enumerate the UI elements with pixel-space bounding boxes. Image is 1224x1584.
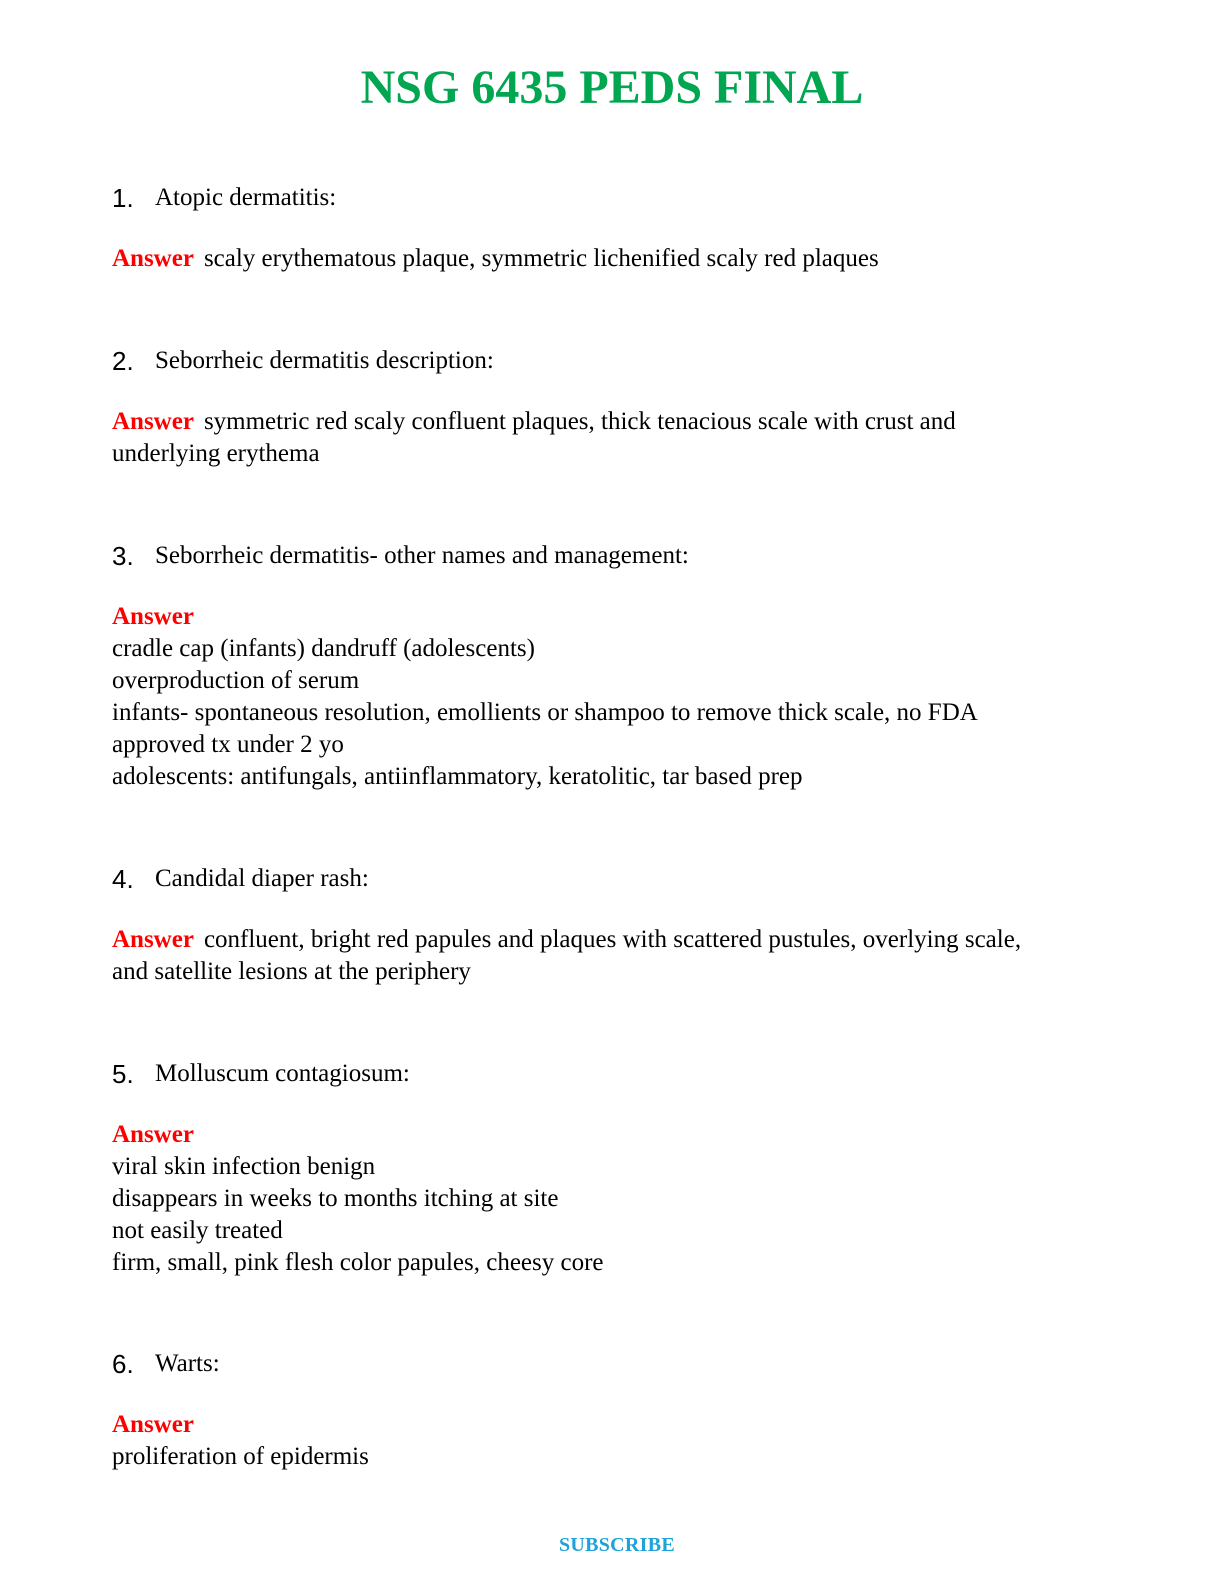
answer-text: approved tx under 2 yo — [112, 731, 344, 758]
answer-text: disappears in weeks to months itching at site — [112, 1185, 559, 1212]
question-text: Candidal diaper rash: — [155, 865, 369, 892]
answer-text: infants- spontaneous resolution, emollients or shampoo to remove thick scale, no FDA — [112, 699, 978, 726]
question-text: Atopic dermatitis: — [155, 184, 337, 211]
question-item — [112, 341, 1134, 470]
question-header — [112, 341, 1134, 381]
question-number: 4. — [112, 863, 134, 894]
question-header — [112, 1344, 1134, 1384]
question-number: 3. — [112, 540, 134, 571]
question-text: Seborrheic dermatitis- other names and management: — [155, 542, 689, 569]
answer-text: not easily treated — [112, 1217, 283, 1244]
answer-text: proliferation of epidermis — [112, 1443, 369, 1470]
answer-block — [112, 406, 1134, 470]
question-number: 5. — [112, 1058, 134, 1089]
question-number: 2. — [112, 345, 134, 376]
answer-label: Answer — [112, 1411, 194, 1438]
answer-text: symmetric red scaly confluent plaques, thick tenacious scale with crust and — [203, 408, 956, 435]
answer-label: Answer — [112, 926, 194, 953]
answer-label: Answer — [112, 1121, 194, 1148]
question-item — [112, 1054, 1134, 1279]
answer-label: Answer — [112, 245, 194, 272]
answer-label: Answer — [112, 408, 194, 435]
answer-text: underlying erythema — [112, 440, 320, 467]
answer-block — [112, 924, 1134, 988]
answer-block — [112, 1119, 1134, 1279]
document-title: NSG 6435 PEDS FINAL — [360, 61, 864, 114]
question-item — [112, 859, 1134, 988]
question-item — [112, 536, 1134, 793]
question-number: 6. — [112, 1348, 134, 1379]
answer-text: overproduction of serum — [112, 667, 360, 694]
answer-text: adolescents: antifungals, antiinflammatory, keratolitic, tar based prep — [112, 763, 803, 790]
answer-block — [112, 1409, 1134, 1473]
answer-text: firm, small, pink flesh color papules, cheesy core — [112, 1249, 604, 1276]
question-item — [112, 178, 1134, 275]
answer-text: cradle cap (infants) dandruff (adolescents) — [112, 635, 535, 662]
answer-text: and satellite lesions at the periphery — [112, 958, 471, 985]
answer-block — [112, 243, 1134, 275]
question-number: 1. — [112, 182, 134, 213]
answer-text: confluent, bright red papules and plaques with scattered pustules, overlying scale, — [203, 926, 1022, 953]
question-header — [112, 859, 1134, 899]
answer-text: viral skin infection benign — [112, 1153, 376, 1180]
question-text: Molluscum contagiosum: — [155, 1060, 410, 1087]
question-header — [112, 536, 1134, 576]
question-item — [112, 1344, 1134, 1473]
subscribe-link[interactable]: SUBSCRIBE — [558, 1534, 676, 1556]
answer-text: scaly erythematous plaque, symmetric lichenified scaly red plaques — [203, 245, 879, 272]
answer-block — [112, 601, 1134, 793]
answer-label: Answer — [112, 603, 194, 630]
question-header — [112, 1054, 1134, 1094]
question-text: Seborrheic dermatitis description: — [155, 347, 494, 374]
question-header — [112, 178, 1134, 218]
question-text: Warts: — [155, 1350, 220, 1377]
